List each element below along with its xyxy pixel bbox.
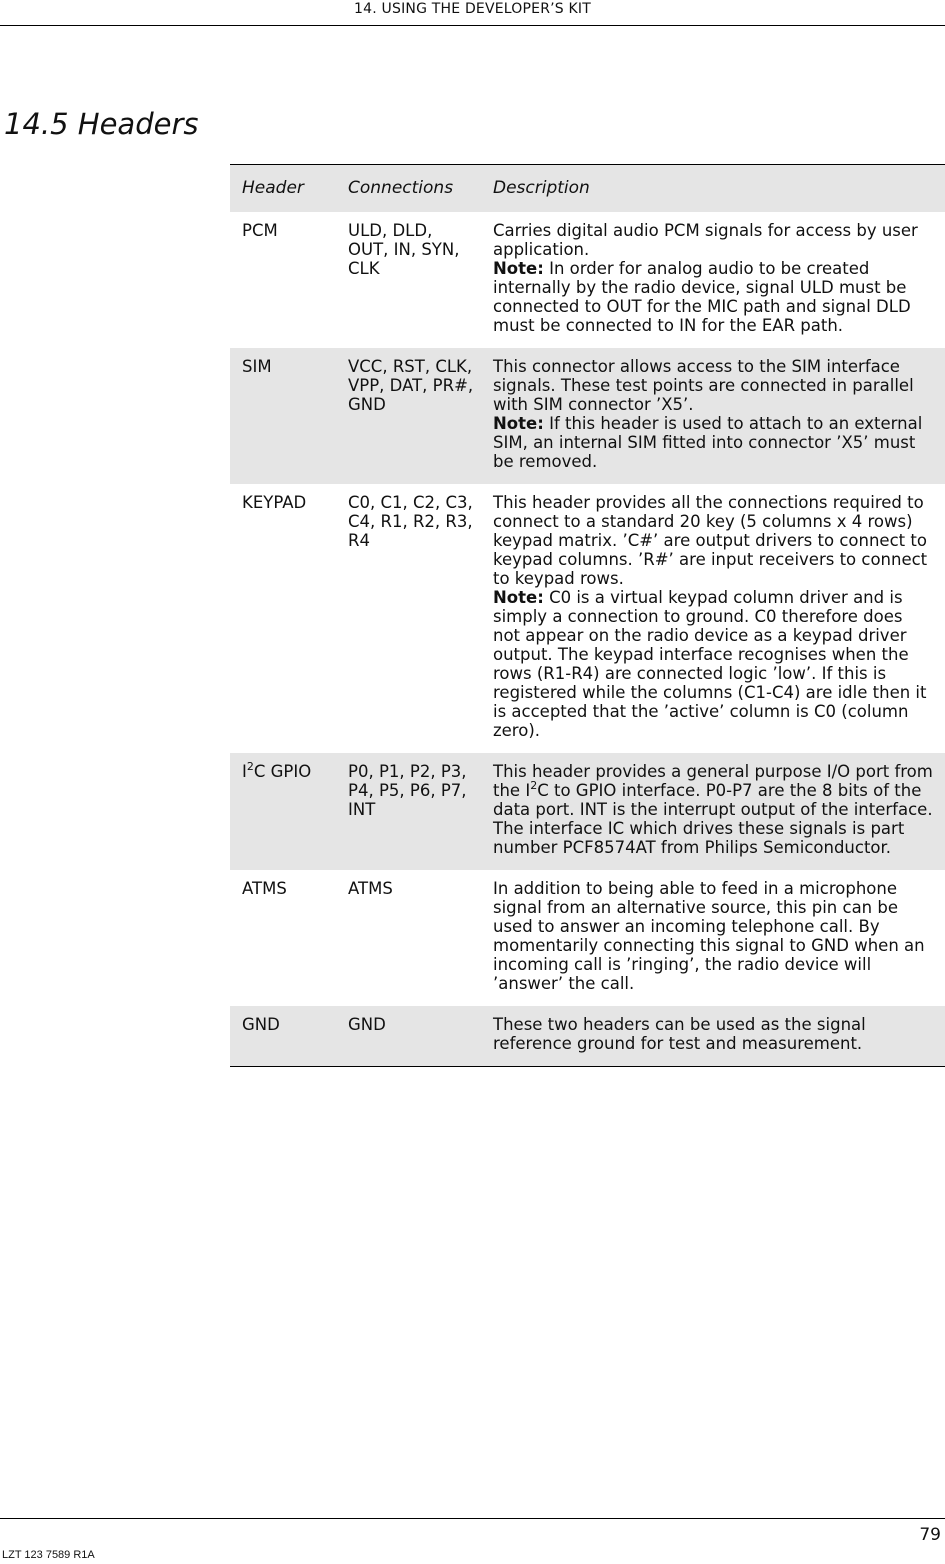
description-text: This header provides all the connections required to connect to a standard 20 key (5 columns x 4 rows) keypad matrix. ’C#’ are output drivers to connect to keypad columns. ’R#’ are input receivers to connect to keypad rows.	[493, 493, 928, 588]
description-text-part: C to GPIO interface. P0-P7 are the 8 bits of the data port. INT is the interrupt output of the interface. The interface IC which drives these signals is part number PCF8574AT from Philips Semiconductor.	[493, 781, 933, 857]
column-header-description: Description	[483, 165, 945, 213]
table-header-row	[230, 165, 945, 213]
table-row-i2c-gpio	[230, 753, 945, 870]
table-row-keypad	[230, 484, 945, 753]
document-code: LZT 123 7589 R1A	[2, 1549, 95, 1561]
header-cell: PCM	[242, 221, 278, 240]
header-text-part: C GPIO	[253, 762, 312, 781]
headers-table	[230, 164, 945, 1067]
connections-cell: C0, C1, C2, C3, C4, R1, R2, R3, R4	[348, 493, 473, 550]
table-row-gnd	[230, 1006, 945, 1067]
header-cell	[230, 753, 336, 870]
description-cell: These two headers can be used as the signal reference ground for test and measurement.	[483, 1006, 945, 1067]
header-cell: SIM	[230, 348, 336, 484]
description-text: Carries digital audio PCM signals for access by user application.	[493, 221, 918, 259]
page-number: 79	[919, 1525, 941, 1545]
header-superscript: 2	[246, 760, 254, 773]
connections-cell: GND	[336, 1006, 483, 1067]
description-cell	[483, 212, 945, 348]
header-cell: GND	[230, 1006, 336, 1067]
note-text: In order for analog audio to be created internally by the radio device, signal ULD must be connected to OUT for the MIC path and signal DLD must be connected to IN for the EAR path.	[493, 259, 911, 335]
connections-cell: P0, P1, P2, P3, P4, P5, P6, P7, INT	[336, 753, 483, 870]
connections-cell: ATMS	[348, 879, 393, 898]
note-label: Note:	[493, 588, 544, 607]
section-title: 14.5 Headers	[4, 107, 199, 141]
note-text: If this header is used to attach to an external SIM, an internal SIM fitted into connector ’X5’ must be removed.	[493, 414, 923, 471]
table-row-atms	[230, 870, 945, 1006]
page-footer	[0, 1518, 945, 1564]
header-text-part: I	[242, 762, 247, 781]
description-cell	[483, 484, 945, 753]
note-label: Note:	[493, 414, 544, 433]
connections-cell: ULD, DLD, OUT, IN, SYN, CLK	[348, 221, 460, 278]
description-cell: In addition to being able to feed in a microphone signal from an alternative source, this pin can be used to answer an incoming telephone call. By momentarily connecting this signal to GND when an incoming call is ’ringing’, the radio device will ’answer’ the call.	[493, 879, 925, 993]
description-cell	[483, 753, 945, 870]
note-text: C0 is a virtual keypad column driver and is simply a connection to ground. C0 therefore does not appear on the radio device as a keypad driver output. The keypad interface recognises when the rows (R1-R4) are connected logic ’low’. If this is registered while the columns (C1-C4) are idle then it is accepted that the ’active’ column is C0 (column zero).	[493, 588, 927, 740]
description-superscript: 2	[530, 779, 538, 792]
column-header-header: Header	[230, 165, 336, 213]
table-row-pcm	[230, 212, 945, 348]
description-cell	[483, 348, 945, 484]
connections-cell: VCC, RST, CLK, VPP, DAT, PR#, GND	[336, 348, 483, 484]
description-text-part: This header provides a general purpose I/O port from the I	[493, 762, 933, 800]
note-label: Note:	[493, 259, 544, 278]
running-header: 14. USING THE DEVELOPER’S KIT	[0, 0, 945, 26]
description-text: This connector allows access to the SIM interface signals. These test points are connected in parallel with SIM connector ’X5’.	[493, 357, 914, 414]
table-row-sim	[230, 348, 945, 484]
header-cell: ATMS	[242, 879, 287, 898]
column-header-connections: Connections	[336, 165, 483, 213]
header-cell: KEYPAD	[242, 493, 307, 512]
